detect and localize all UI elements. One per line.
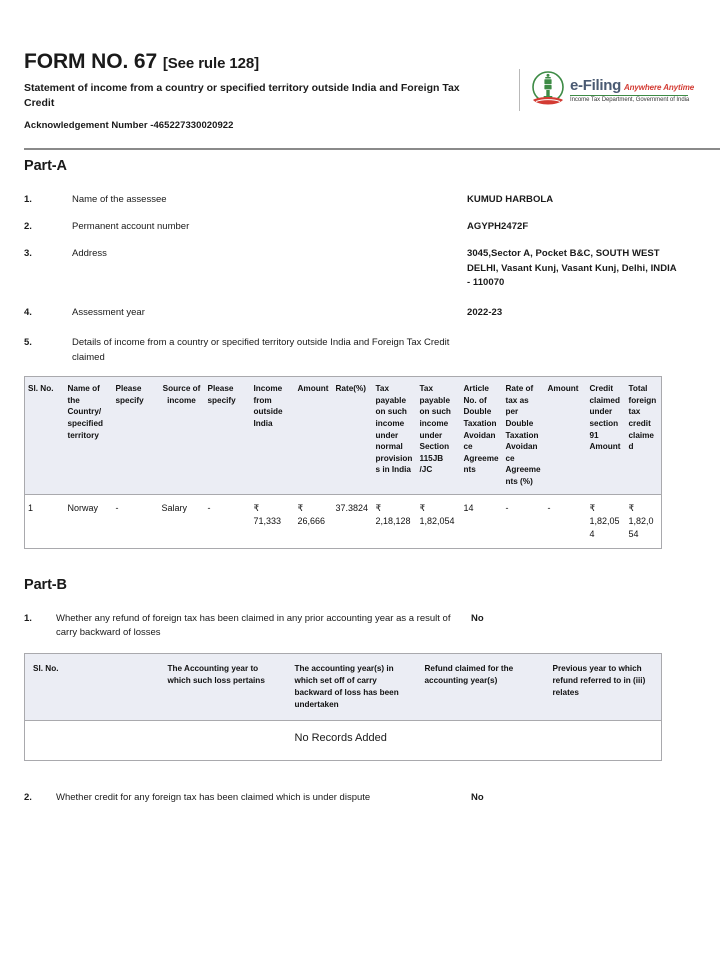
field-label: Permanent account number [72, 221, 190, 233]
field-number: 1. [24, 193, 32, 205]
header-divider [24, 148, 720, 150]
field-value: 3045,Sector A, Pocket B&C, SOUTH WEST DELHI, Vasant Kunj, Vasant Kunj, Delhi, INDIA - 110070 [467, 248, 677, 288]
cell-empty-3 [417, 720, 545, 760]
logo-divider [519, 69, 520, 111]
field-label: Address [72, 248, 107, 260]
form-number: FORM NO. 67 [24, 50, 158, 73]
cell-amount-dtaa: - [547, 502, 551, 513]
col-accounting-year-setoff: The accounting year(s) in which set off of carry backward of loss has been undertaken [287, 654, 417, 721]
part-b-section [24, 577, 696, 641]
field-address [24, 247, 696, 290]
india-emblem-icon [531, 70, 565, 110]
rupee-symbol: ₹ [253, 502, 260, 513]
foreign-income-table [24, 376, 662, 549]
field-value: 2022-23 [467, 307, 503, 319]
field-number: 2. [24, 221, 32, 233]
table-row [25, 494, 662, 548]
cell-income-outside-india [251, 494, 295, 548]
field-value: AGYPH2472F [467, 221, 529, 233]
cell-tax-normal-provisions [373, 494, 417, 548]
col-amount: Amount [295, 376, 333, 494]
part-a-section [24, 158, 696, 365]
header-title-block [24, 50, 479, 131]
logo-brand: e-Filing [570, 77, 621, 94]
logo-tagline: Anywhere Anytime [623, 83, 695, 92]
part-a-heading: Part-A [24, 157, 67, 174]
cell-value: 2,18,128 [375, 515, 411, 526]
carry-backward-table [24, 653, 662, 760]
page-title [24, 50, 479, 74]
col-total-foreign-tax-credit: Total foreign tax credit claimed [626, 376, 662, 494]
question-prior-year-refund [24, 612, 696, 641]
logo-department: Income Tax Department, Government of India [570, 97, 690, 103]
cell-article-no-dtaa: 14 [463, 502, 474, 513]
part-b-heading: Part-B [24, 576, 67, 593]
cell-empty-2 [160, 720, 287, 760]
logo-underline [570, 95, 688, 96]
document-header [24, 0, 696, 131]
field-value: No [471, 612, 484, 624]
field-number: 4. [24, 307, 32, 319]
field-label: Details of income from a country or specified territory outside India and Foreign Tax Credit claimed [72, 337, 450, 363]
rupee-symbol: ₹ [375, 502, 382, 513]
field-name-of-assessee [24, 193, 696, 207]
field-label: Name of the assessee [72, 193, 167, 205]
col-country: Name of the Country/ specified territory [65, 376, 113, 494]
field-label: Whether credit for any foreign tax has been claimed which is under dispute [56, 791, 371, 803]
col-credit-section-91: Credit claimed under section 91 Amount [587, 376, 626, 494]
table-header-row [25, 376, 662, 494]
question-disputed-credit [24, 791, 696, 805]
rule-reference: [See rule 128] [162, 55, 259, 72]
carry-backward-table-wrapper [24, 653, 696, 760]
table-header-row [25, 654, 662, 721]
field-assessment-year [24, 306, 696, 320]
table-row-empty [25, 720, 662, 760]
col-rate-dtaa: Rate of tax as per Double Taxation Avoidance Agreements (%) [503, 376, 545, 494]
col-previous-year-refund: Previous year to which refund referred to in (iii) relates [545, 654, 662, 721]
col-refund-claimed: Refund claimed for the accounting year(s) [417, 654, 545, 721]
cell-country-specify: - [115, 502, 119, 513]
col-rate-percent: Rate(%) [333, 376, 373, 494]
foreign-income-table-wrapper [24, 376, 696, 549]
cell-total-foreign-tax-credit [626, 494, 662, 548]
cell-credit-section-91 [587, 494, 626, 548]
col-tax-115jb: Tax payable on such income under Section 115JB /JC [417, 376, 461, 494]
col-sl-no: Sl. No. [25, 376, 65, 494]
cell-value: 26,666 [297, 515, 326, 526]
col-sl-no: Sl. No. [25, 654, 160, 721]
cell-value: 1,82,054 [419, 515, 455, 526]
field-value: KUMUD HARBOLA [467, 193, 554, 205]
cell-value: 1,82,054 [589, 515, 620, 539]
col-tax-normal-provisions: Tax payable on such income under normal provisions in India [373, 376, 417, 494]
col-source-of-income: Source of income [159, 376, 205, 494]
rupee-symbol: ₹ [297, 502, 304, 513]
field-number: 1. [24, 612, 32, 624]
field-number: 5. [24, 337, 32, 349]
col-accounting-year-loss-pertains: The Accounting year to which such loss pertains [160, 654, 287, 721]
no-records-message: No Records Added [294, 731, 387, 744]
cell-rate-dtaa: - [505, 502, 509, 513]
col-article-no-dtaa: Article No. of Double Taxation Avoidance Agreements [461, 376, 503, 494]
cell-rate-percent: 37.3824 [335, 502, 369, 513]
acknowledgement-number: Acknowledgement Number -465227330020922 [24, 119, 234, 131]
cell-empty-1 [25, 720, 160, 760]
form-subtitle: Statement of income from a country or specified territory outside India and Foreign Tax Credit [24, 82, 460, 110]
field-details-of-income [24, 336, 696, 365]
col-country-specify: Please specify [113, 376, 159, 494]
field-label: Whether any refund of foreign tax has been claimed in any prior accounting year as a result of carry backward of losses [56, 612, 451, 639]
logo-text-block [570, 77, 694, 103]
field-label: Assessment year [72, 307, 145, 319]
col-amount-dtaa: Amount [545, 376, 587, 494]
field-permanent-account-number [24, 220, 696, 234]
cell-country: Norway [67, 502, 99, 513]
rupee-symbol: ₹ [628, 502, 635, 513]
cell-empty-4 [545, 720, 662, 760]
field-value: No [471, 791, 484, 803]
cell-amount [295, 494, 333, 548]
col-income-outside-india: Income from outside India [251, 376, 295, 494]
field-number: 3. [24, 248, 32, 260]
cell-source-specify: - [207, 502, 211, 513]
cell-value: 1,82,054 [628, 515, 654, 539]
cell-sl-no: 1 [28, 502, 34, 513]
cell-tax-115jb [417, 494, 461, 548]
rupee-symbol: ₹ [419, 502, 426, 513]
rupee-symbol: ₹ [589, 502, 596, 513]
field-number: 2. [24, 791, 32, 803]
cell-value: 71,333 [253, 515, 282, 526]
col-source-specify: Please specify [205, 376, 251, 494]
cell-source-of-income: Salary [161, 502, 188, 513]
efiling-logo [519, 68, 694, 112]
